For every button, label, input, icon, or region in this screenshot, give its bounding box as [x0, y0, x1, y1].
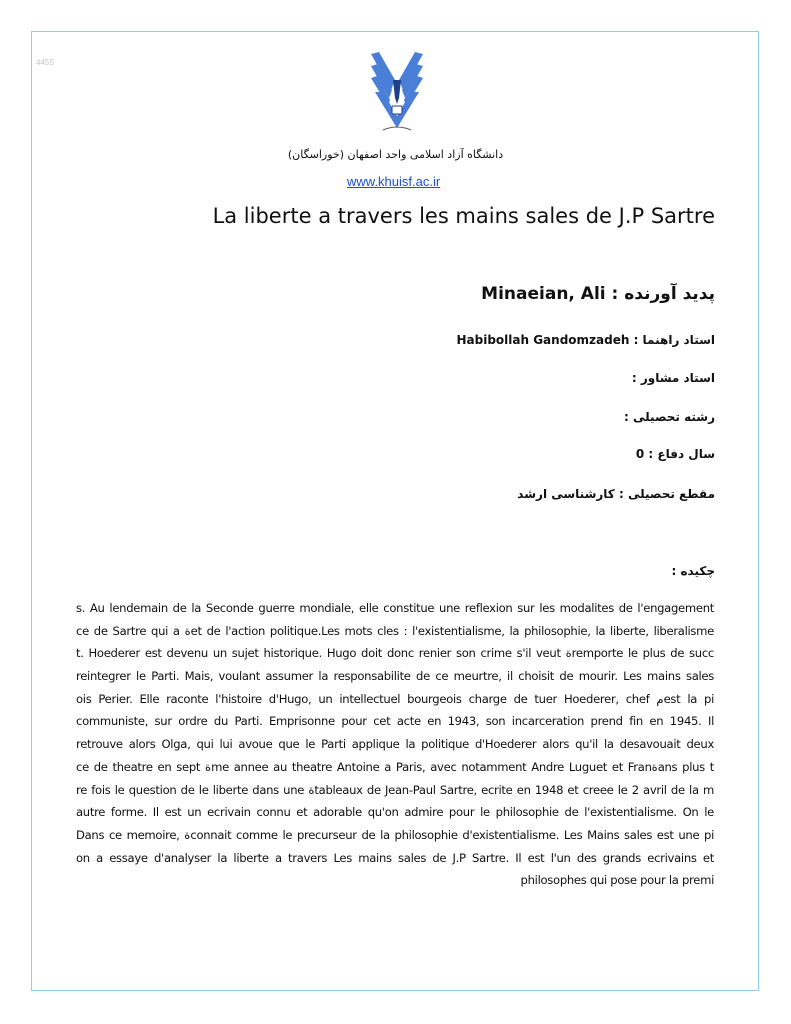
abstract-line: Dans ce memoire, ةconnait comme le precurseur de la philosophie d'existentialisme. Les Mains sales est une pi — [76, 827, 714, 842]
abstract-line: ce de Sartre qui a ةet de l'action politique.Les mots cles : l'existentialisme, la philosophie, la liberte, liberalisme — [76, 623, 714, 638]
degree-value: کارشناسی ارشد — [517, 487, 615, 501]
abstract-line: re fois le question de le liberte dans une ةtableaux de Jean-Paul Sartre, ecrite en 1948 et creee le 2 avril de la m — [76, 782, 714, 797]
advisor-field — [456, 333, 715, 347]
defense-year-field — [636, 447, 715, 461]
degree-label: مقطع تحصیلی : — [618, 487, 715, 501]
university-emblem-icon — [369, 50, 425, 134]
abstract-label: چکیده : — [671, 564, 715, 578]
degree-field — [517, 487, 715, 501]
thesis-title: La liberte a travers les mains sales de J.P Sartre — [212, 204, 715, 228]
abstract-line: reintegrer le Parti. Mais, voulant assumer la responsabilite de ce meurtre, il choisit de mourir. Les mains sales — [76, 669, 714, 684]
advisor-value: Habibollah Gandomzadeh — [456, 333, 630, 347]
abstract-line: philosophes qui pose pour la premi — [520, 873, 714, 888]
abstract-line: ois Perier. Elle raconte l'histoire d'Hugo, un intellectuel bourgeois charge de tuer Hoederer, chef مest la pi — [76, 691, 714, 706]
defense-year-value: 0 — [635, 447, 645, 461]
consultant-label: استاد مشاور : — [631, 371, 715, 385]
abstract-text — [76, 600, 714, 895]
abstract-line: s. Au lendemain de la Seconde guerre mondiale, elle constitue une reflexion sur les modalites de l'engagement — [76, 601, 714, 615]
website-link[interactable]: www.khuisf.ac.ir — [347, 174, 441, 189]
university-name: دانشگاه آزاد اسلامی واحد اصفهان (خوراسگان) — [287, 148, 504, 161]
abstract-line: retrouve alors Olga, qui lui avoue que le Parti applique la politique d'Hoederer alors qu'il la desavouait deux — [76, 737, 714, 752]
abstract-line: on a essaye d'analyser la liberte a travers Les mains sales de J.P Sartre. Il est l'un des grands ecrivains et — [76, 850, 714, 865]
abstract-line: autre forme. Il est un ecrivain connu et adorable qu'on admire pour le philosophie de l'existentialisme. On le — [76, 805, 714, 820]
author-field — [481, 284, 715, 304]
major-label: رشته تحصیلی : — [624, 410, 715, 424]
abstract-line: ce de theatre en sept ةme annee au theatre Antoine a Paris, avec notamment Andre Luguet et Franةans plus t — [76, 759, 714, 774]
document-number: 4455 — [36, 58, 54, 67]
defense-year-label: سال دفاع : — [648, 447, 715, 461]
abstract-line: t. Hoederer est devenu un sujet historique. Hugo doit donc renier son crime s'il veut ةremporte le plus de succ — [76, 646, 714, 661]
advisor-label: استاد راهنما : — [633, 333, 715, 347]
abstract-line: communiste, sur ordre du Parti. Emprisonne pour cet acte en 1943, son incarceration prend fin en 1945. Il — [76, 714, 714, 729]
author-value: Minaeian, Ali — [481, 284, 606, 304]
major-field — [624, 410, 715, 424]
author-label: پدید آورنده : — [611, 284, 715, 304]
consultant-field — [632, 371, 715, 385]
